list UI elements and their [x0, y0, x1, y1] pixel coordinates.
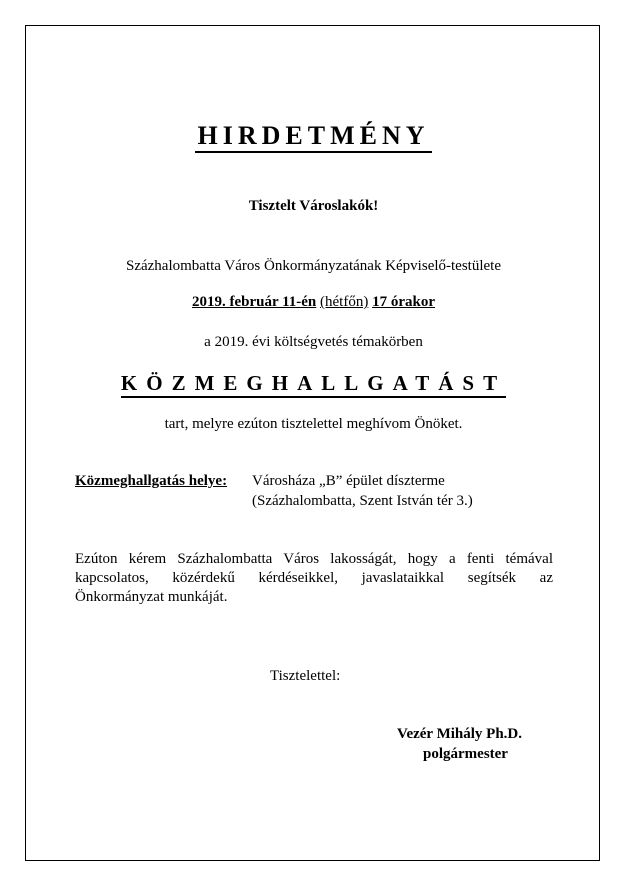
event-date-day: 2019. február 11-én — [191, 294, 317, 310]
invitation-text: tart, melyre ezúton tisztelettel meghívom Önöket. — [164, 416, 463, 432]
event-date-weekday: (hétfőn) — [320, 294, 369, 310]
hearing-heading — [0, 370, 627, 396]
venue-address: (Százhalombatta, Szent István tér 3.) — [252, 493, 473, 509]
closing-regards: Tisztelettel: — [270, 668, 341, 684]
venue-name: Városháza „B” épület díszterme — [252, 473, 445, 489]
hearing-heading-text: KÖZMEGHALLGATÁST — [121, 371, 506, 398]
signer-name: Vezér Mihály Ph.D. — [397, 726, 522, 742]
paragraph-line: kapcsolatos, közérdekű kérdéseikkel, javaslataikkal segítsék az — [75, 570, 553, 586]
greeting: Tisztelt Városlakók! — [248, 198, 379, 214]
council-name: Százhalombatta Város Önkormányzatának Képviselő-testülete — [125, 258, 501, 274]
paragraph-line: Önkormányzat munkáját. — [75, 589, 228, 605]
event-topic: a 2019. évi költségvetés témakörben — [204, 334, 423, 350]
venue-label: Közmeghallgatás helye: — [75, 473, 228, 489]
signer-title: polgármester — [423, 746, 508, 762]
request-paragraph — [75, 550, 553, 607]
paragraph-line: Ezúton kérem Százhalombatta Város lakosságát, hogy a fenti témával — [75, 551, 553, 567]
event-date — [0, 293, 627, 311]
title-text: HIRDETMÉNY — [195, 121, 431, 153]
event-date-time: 17 órakor — [372, 294, 436, 310]
document-title — [0, 120, 627, 152]
